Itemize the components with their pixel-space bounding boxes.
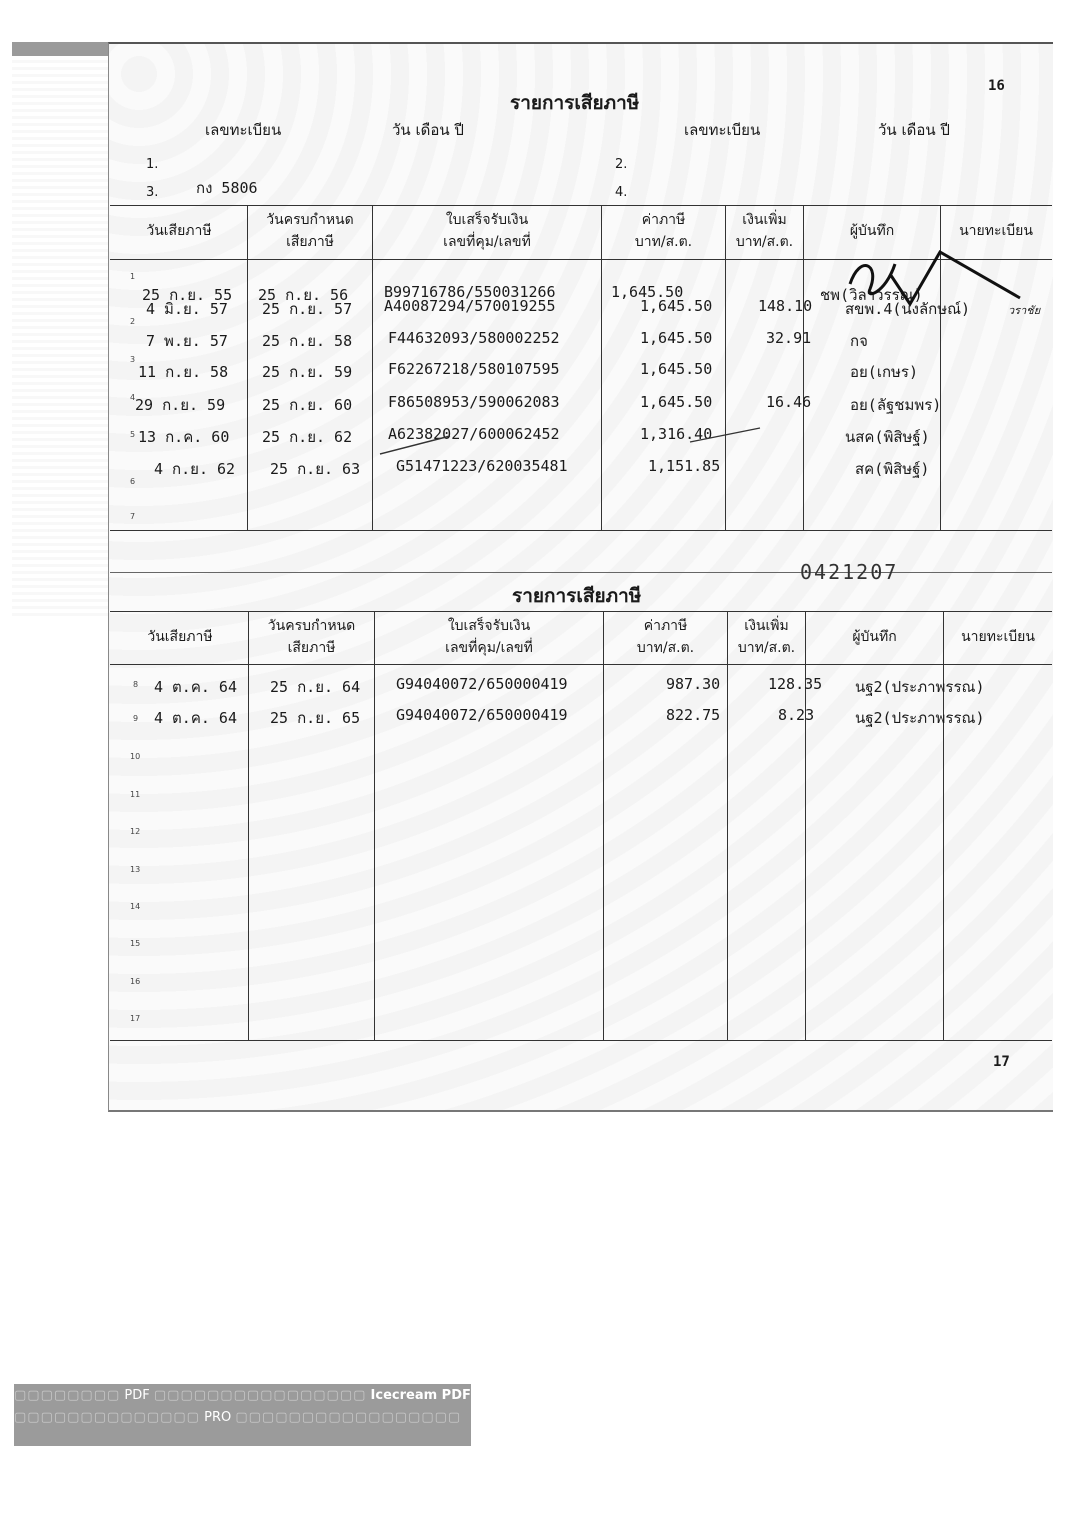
upper-row-2-due-date: 25 ก.ย. 58 — [262, 332, 353, 350]
upper-row-0-receipt: B99716786/550031266 — [384, 283, 556, 301]
lower-col-recorder: ผู้บันทึก — [852, 629, 897, 645]
upper-row-2-recorder: กจ — [850, 332, 868, 350]
upper-row-number: 2 — [130, 317, 136, 326]
lower-title: รายการเสียภาษี — [512, 585, 642, 607]
upper-col-due-date: วันครบกำหนด เสียภาษี — [266, 212, 354, 250]
upper-row-1-due-date: 25 ก.ย. 57 — [262, 300, 353, 318]
upper-row-2-surcharge: 32.91 — [766, 329, 812, 347]
upper-row-3-pay-date: 11 ก.ย. 58 — [138, 363, 229, 381]
upper-row-number: 6 — [130, 477, 136, 486]
left-page-edge — [12, 42, 108, 56]
upper-col-surcharge: เงินเพิ่ม บาท/ส.ต. — [735, 212, 794, 250]
lower-row-1-tax: 822.75 — [666, 706, 721, 724]
lower-row-number: 13 — [130, 865, 141, 874]
upper-row-number: 7 — [130, 512, 136, 521]
upper-table-top-border — [110, 205, 1052, 206]
lower-row-1-due-date: 25 ก.ย. 65 — [270, 709, 361, 727]
reg-slot-2-no: 2. — [615, 157, 628, 172]
upper-row-number: 4 — [130, 393, 136, 402]
upper-col-recorder: ผู้บันทึก — [849, 223, 895, 239]
reg-slot-1-no: 1. — [146, 157, 159, 172]
lower-table-top-border — [110, 611, 1052, 612]
upper-col-receipt: ใบเสร็จรับเงิน เลขที่คุม/เลขที่ — [443, 212, 531, 250]
lower-col-registrar: นายทะเบียน — [961, 629, 1035, 645]
lower-row-0-due-date: 25 ก.ย. 64 — [270, 678, 361, 696]
lower-col-divider-2 — [374, 611, 375, 1040]
upper-row-2-tax: 1,645.50 — [640, 329, 713, 347]
lower-row-number: 14 — [130, 902, 141, 911]
upper-row-0-tax: 1,645.50 — [611, 283, 684, 301]
upper-row-6-recorder: สค(พิสิษฐ์) — [855, 460, 930, 478]
serial-stamp: 0421207 — [800, 560, 899, 584]
lower-row-number: 12 — [130, 827, 141, 836]
upper-row-4-pay-date: 29 ก.ย. 59 — [135, 396, 226, 414]
reg-slot-4-no: 4. — [615, 185, 628, 200]
upper-row-2-pay-date: 7 พ.ย. 57 — [146, 332, 228, 350]
page-number-top: 16 — [988, 78, 1005, 94]
section-separator — [110, 572, 1052, 573]
lower-col-divider-3 — [603, 611, 604, 1040]
upper-row-1-surcharge: 148.10 — [758, 297, 813, 315]
lower-row-number: 10 — [130, 752, 141, 761]
upper-row-3-recorder: อย(เกษร) — [850, 363, 919, 381]
lower-col-surcharge: เงินเพิ่ม บาท/ส.ต. — [737, 618, 796, 656]
upper-row-3-receipt: F62267218/580107595 — [388, 360, 560, 378]
lower-row-1-pay-date: 4 ต.ค. 64 — [154, 709, 237, 727]
date-label-1: วัน เดือน ปี — [392, 121, 464, 139]
upper-col-registrar: นายทะเบียน — [959, 223, 1033, 239]
upper-row-5-pay-date: 13 ก.ค. 60 — [138, 428, 230, 446]
upper-row-number: 5 — [130, 430, 136, 439]
lower-row-number: 11 — [130, 790, 141, 799]
upper-row-1-registrar: วราชัย — [1008, 304, 1041, 317]
lower-row-0-recorder: นฐ2(ประภาพรรณ) — [855, 678, 985, 696]
upper-row-0-pay-date: 25 ก.ย. 55 — [142, 286, 233, 304]
upper-col-divider-1 — [247, 205, 248, 530]
upper-col-divider-4 — [725, 205, 726, 530]
watermark-line-1: ▢▢▢▢▢▢▢▢ PDF ▢▢▢▢▢▢▢▢▢▢▢▢▢▢▢▢ Icecream PDF — [14, 1388, 471, 1403]
upper-row-6-pay-date: 4 ก.ย. 62 — [154, 460, 236, 478]
upper-row-6-receipt: G51471223/620035481 — [396, 457, 568, 475]
upper-row-5-receipt: A62382027/600062452 — [388, 425, 560, 443]
lower-row-number: 9 — [133, 714, 139, 723]
upper-table-bottom-border — [110, 530, 1052, 531]
lower-col-divider-4 — [727, 611, 728, 1040]
watermark-brand-text: Icecream PDF — [370, 1388, 471, 1403]
watermark-line-2: ▢▢▢▢▢▢▢▢▢▢▢▢▢▢ PRO ▢▢▢▢▢▢▢▢▢▢▢▢▢▢▢▢▢ — [14, 1410, 462, 1425]
lower-row-0-surcharge: 128.35 — [768, 675, 823, 693]
upper-row-5-tax: 1,316.40 — [640, 425, 713, 443]
lower-row-0-pay-date: 4 ต.ค. 64 — [154, 678, 237, 696]
registration-page — [108, 42, 1053, 1112]
upper-row-number: 3 — [130, 355, 136, 364]
strike-through-line — [370, 420, 770, 460]
page-number-bottom: 17 — [993, 1054, 1010, 1070]
upper-row-3-due-date: 25 ก.ย. 59 — [262, 363, 353, 381]
date-label-2: วัน เดือน ปี — [878, 121, 950, 139]
lower-row-0-tax: 987.30 — [666, 675, 721, 693]
upper-row-4-tax: 1,645.50 — [640, 393, 713, 411]
lower-row-0-receipt: G94040072/650000419 — [396, 675, 568, 693]
upper-row-1-receipt: A40087294/570019255 — [384, 297, 556, 315]
lower-row-number: 16 — [130, 977, 141, 986]
upper-col-tax: ค่าภาษี บาท/ส.ต. — [634, 212, 693, 250]
upper-row-4-recorder: อย(ลัฐชมพร) — [850, 396, 942, 414]
upper-row-2-receipt: F44632093/580002252 — [388, 329, 560, 347]
upper-row-4-surcharge: 16.46 — [766, 393, 812, 411]
upper-row-3-tax: 1,645.50 — [640, 360, 713, 378]
lower-row-1-receipt: G94040072/650000419 — [396, 706, 568, 724]
upper-row-number: 1 — [130, 272, 136, 281]
upper-row-6-due-date: 25 ก.ย. 63 — [270, 460, 361, 478]
reg-no-label-2: เลขทะเบียน — [684, 121, 761, 139]
lower-col-receipt: ใบเสร็จรับเงิน เลขที่คุม/เลขที่ — [445, 618, 533, 656]
upper-row-6-tax: 1,151.85 — [648, 457, 721, 475]
upper-col-divider-2 — [372, 205, 373, 530]
upper-row-1-pay-date: 4 มิ.ย. 57 — [146, 300, 228, 318]
upper-row-1-recorder: สขพ.4(นงลักษณ์) — [845, 300, 971, 318]
registrar-signature — [830, 244, 1030, 314]
watermark-banner — [14, 1384, 471, 1446]
lower-row-number: 8 — [133, 680, 139, 689]
lower-header-bottom-border — [110, 664, 1052, 665]
lower-col-divider-1 — [248, 611, 249, 1040]
lower-row-number: 15 — [130, 939, 141, 948]
upper-title: รายการเสียภาษี — [510, 92, 640, 114]
upper-col-pay-date: วันเสียภาษี — [146, 223, 212, 239]
left-page-texture — [12, 56, 108, 616]
upper-row-0-recorder: ชพ(วิลาวรรณ) — [820, 286, 923, 304]
upper-row-5-due-date: 25 ก.ย. 62 — [262, 428, 353, 446]
upper-row-5-recorder: นสค(พิสิษฐ์) — [845, 428, 930, 446]
reg-slot-3-value: กง 5806 — [196, 179, 258, 197]
watermark-pdf-text: PDF — [124, 1388, 150, 1403]
upper-col-divider-3 — [601, 205, 602, 530]
upper-col-divider-5 — [803, 205, 804, 530]
lower-table-bottom-border — [110, 1040, 1052, 1041]
lower-col-pay-date: วันเสียภาษี — [147, 629, 213, 645]
reg-slot-3-no: 3. — [146, 185, 159, 200]
lower-row-1-surcharge: 8.23 — [778, 706, 815, 724]
lower-row-number: 17 — [130, 1014, 141, 1023]
lower-col-tax: ค่าภาษี บาท/ส.ต. — [636, 618, 695, 656]
watermark-pro-text: PRO — [204, 1410, 232, 1425]
lower-row-1-recorder: นฐ2(ประภาพรรณ) — [855, 709, 985, 727]
reg-no-label-1: เลขทะเบียน — [205, 121, 282, 139]
lower-col-due-date: วันครบกำหนด เสียภาษี — [267, 618, 356, 656]
upper-row-0-due-date: 25 ก.ย. 56 — [258, 286, 349, 304]
upper-row-1-tax: 1,645.50 — [640, 297, 713, 315]
upper-row-4-receipt: F86508953/590062083 — [388, 393, 560, 411]
upper-row-4-due-date: 25 ก.ย. 60 — [262, 396, 353, 414]
